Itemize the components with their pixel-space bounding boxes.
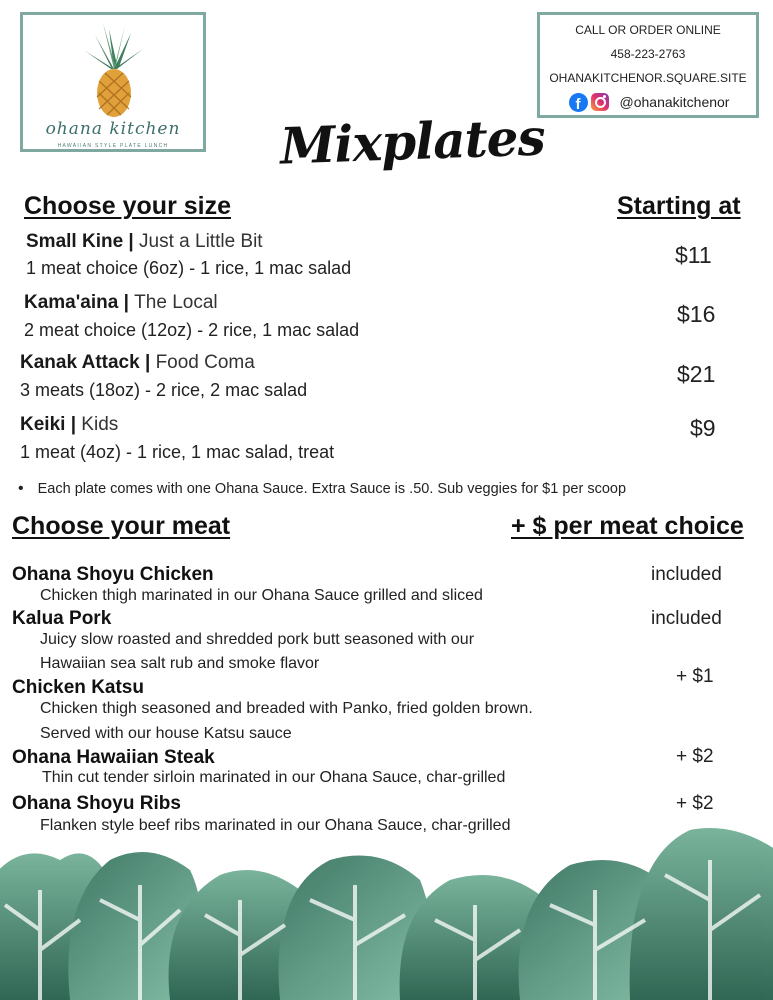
size-item-title (20, 352, 255, 374)
size-item-title (26, 231, 263, 253)
website-link[interactable]: OHANAKITCHENOR.SQUARE.SITE (549, 71, 747, 85)
size-item-name: Kama'aina (24, 292, 119, 313)
meat-item-description: Hawaiian sea salt rub and smoke flavor (40, 655, 320, 672)
size-item-price: $21 (677, 361, 716, 387)
size-item-price: $11 (675, 242, 712, 268)
size-item-subtitle: Food Coma (155, 352, 255, 373)
meats-heading: Choose your meat (12, 512, 231, 540)
size-item-description: 1 meat (4oz) - 1 rice, 1 mac salad, treat (20, 442, 335, 462)
meats-price-heading: + $ per meat choice (511, 512, 744, 540)
meat-item-price: included (651, 564, 722, 585)
meat-item-description: Flanken style beef ribs marinated in our Ohana Sauce, char-grilled (40, 817, 511, 834)
size-item-name: Small Kine (26, 231, 124, 252)
size-item-subtitle: Just a Little Bit (139, 231, 263, 252)
phone-number[interactable]: 458-223-2763 (610, 47, 686, 61)
meat-item-description: Chicken thigh seasoned and breaded with Panko, fried golden brown. (40, 700, 533, 717)
pineapple-icon (81, 21, 147, 121)
size-item-description: 2 meat choice (12oz) - 2 rice, 1 mac salad (24, 320, 360, 340)
contact-box (537, 12, 759, 118)
size-item-description: 1 meat choice (6oz) - 1 rice, 1 mac salad (26, 258, 352, 278)
social-handle[interactable]: @ohanakitchenor (619, 94, 730, 110)
meat-item-description: Juicy slow roasted and shredded pork butt seasoned with our (40, 631, 475, 648)
monstera-leaves-border (0, 820, 773, 1000)
size-item-separator: | (118, 292, 135, 313)
meat-item-name: Chicken Katsu (12, 677, 144, 698)
logo (20, 12, 206, 152)
meat-item-name: Ohana Shoyu Chicken (12, 564, 214, 585)
plate-note: • Each plate comes with one Ohana Sauce. Extra Sauce is .50. Sub veggies for $1 per scoop (18, 480, 626, 498)
meat-item-name: Ohana Hawaiian Steak (12, 747, 215, 768)
instagram-icon[interactable] (591, 93, 609, 111)
meat-item-name: Ohana Shoyu Ribs (12, 793, 181, 814)
meat-item-description: Thin cut tender sirloin marinated in our Ohana Sauce, char-grilled (42, 769, 506, 786)
meat-item-price: + $2 (676, 746, 714, 767)
meat-item-price: + $2 (676, 793, 714, 814)
meat-item-price: + $1 (676, 666, 714, 687)
size-item-separator: | (139, 352, 156, 373)
size-item-price: $16 (677, 301, 716, 327)
size-item-price: $9 (690, 415, 716, 441)
social-row (548, 91, 750, 113)
call-label: CALL OR ORDER ONLINE (575, 23, 721, 37)
size-item-title (24, 292, 218, 314)
sizes-heading: Choose your size (24, 192, 231, 220)
meat-item-description: Served with our house Katsu sauce (40, 725, 292, 742)
size-item-description: 3 meats (18oz) - 2 rice, 2 mac salad (20, 380, 308, 400)
size-item-name: Kanak Attack (20, 352, 140, 373)
logo-name: ohana kitchen (45, 119, 181, 139)
size-item-separator: | (123, 231, 140, 252)
size-item-name: Keiki (20, 414, 66, 435)
sizes-price-heading: Starting at (617, 192, 741, 220)
meat-item-description: Chicken thigh marinated in our Ohana Sauce grilled and sliced (40, 587, 483, 604)
size-item-subtitle: Kids (81, 414, 119, 435)
size-item-separator: | (65, 414, 82, 435)
size-item-title (20, 414, 118, 436)
logo-tagline: HAWAIIAN STYLE PLATE LUNCH (57, 143, 169, 149)
size-item-subtitle: The Local (134, 292, 218, 313)
facebook-icon[interactable]: f (569, 93, 588, 112)
page-title: Mixplates (279, 107, 546, 176)
meat-item-price: included (651, 608, 722, 629)
meat-item-name: Kalua Pork (12, 608, 112, 629)
